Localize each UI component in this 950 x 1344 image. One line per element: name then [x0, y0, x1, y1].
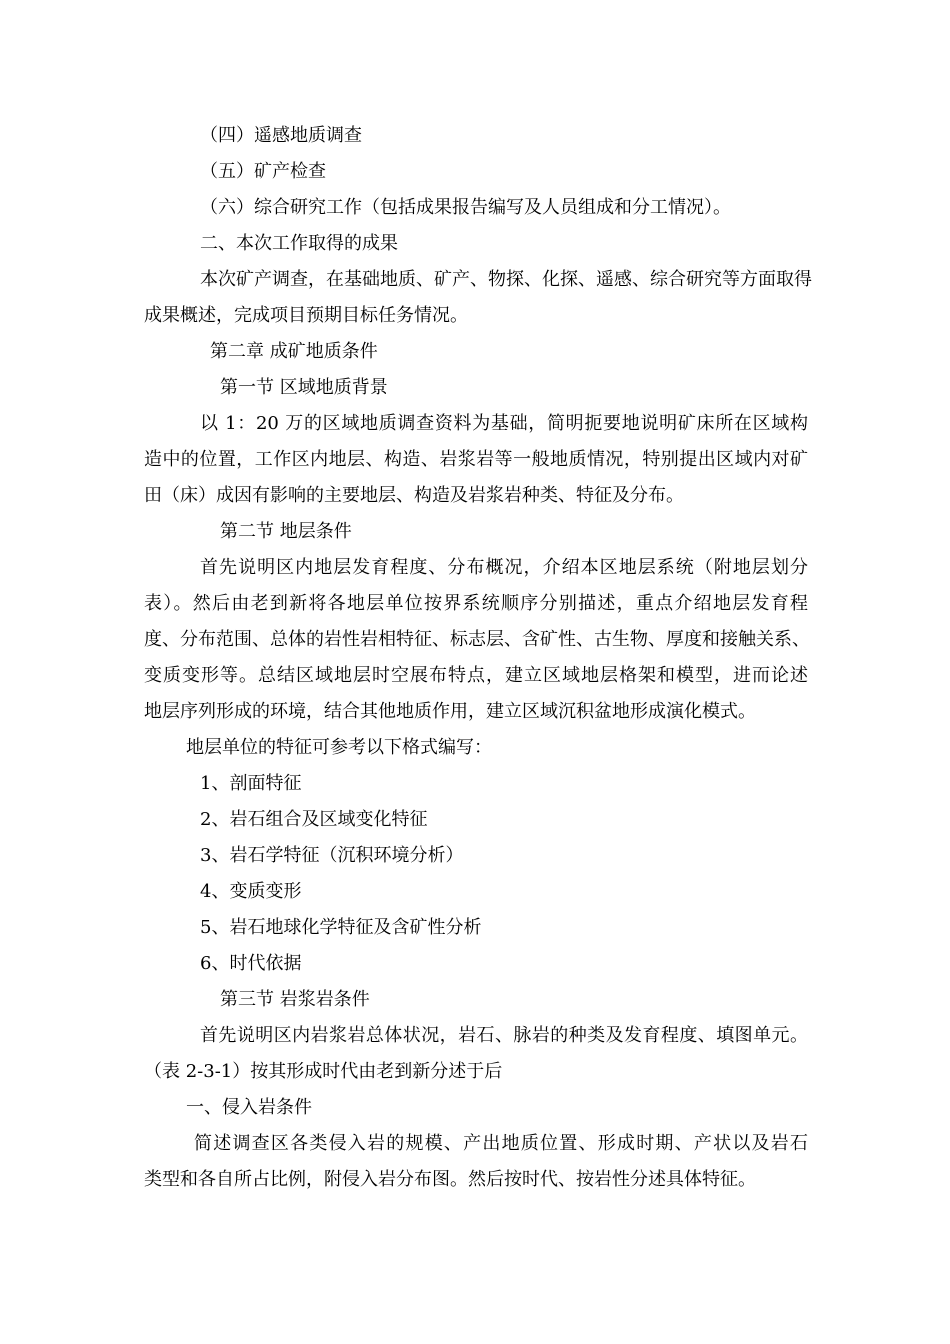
text-line: 类型和各自所占比例，附侵入岩分布图。然后按时代、按岩性分述具体特征。 [144, 1169, 756, 1190]
text-line: 造中的位置，工作区内地层、构造、岩浆岩等一般地质情况，特别提出区域内对矿 [144, 449, 808, 470]
text-line: 以 1：20 万的区域地质调查资料为基础，简明扼要地说明矿床所在区域构 [200, 413, 808, 434]
list-item: 5、岩石地球化学特征及含矿性分析 [200, 917, 482, 938]
text-line: （六）综合研究工作（包括成果报告编写及人员组成和分工情况）。 [200, 197, 731, 218]
text-line: （表 2-3-1）按其形成时代由老到新分述于后 [144, 1061, 503, 1082]
section-heading: 第三节 岩浆岩条件 [220, 989, 370, 1010]
text-line: 本次矿产调查，在基础地质、矿产、物探、化探、遥感、综合研究等方面取得 [200, 269, 812, 290]
text-line: 首先说明区内地层发育程度、分布概况，介绍本区地层系统（附地层划分 [200, 557, 808, 578]
text-line: 表）。然后由老到新将各地层单位按界系统顺序分别描述，重点介绍地层发育程 [144, 593, 808, 614]
text-line: （四）遥感地质调查 [200, 125, 362, 146]
list-item: 6、时代依据 [200, 953, 302, 974]
section-heading: 第二节 地层条件 [220, 521, 352, 542]
list-item: 3、岩石学特征（沉积环境分析） [200, 845, 464, 866]
chapter-heading: 第二章 成矿地质条件 [210, 341, 378, 362]
text-line: 成果概述，完成项目预期目标任务情况。 [144, 305, 468, 326]
text-line: 度、分布范围、总体的岩性岩相特征、标志层、含矿性、古生物、厚度和接触关系、 [144, 629, 810, 650]
section-heading: 二、本次工作取得的成果 [200, 233, 398, 254]
text-line: 田（床）成因有影响的主要地层、构造及岩浆岩种类、特征及分布。 [144, 485, 684, 506]
list-item: 1、剖面特征 [200, 773, 302, 794]
text-line: （五）矿产检查 [200, 161, 326, 182]
text-line: 首先说明区内岩浆岩总体状况，岩石、脉岩的种类及发育程度、填图单元。 [200, 1025, 808, 1046]
list-item: 4、变质变形 [200, 881, 302, 902]
text-line: 变质变形等。总结区域地层时空展布特点，建立区域地层格架和模型，进而论述 [144, 665, 808, 686]
subsection-heading: 一、侵入岩条件 [186, 1097, 312, 1118]
text-line: 地层单位的特征可参考以下格式编写： [186, 737, 492, 758]
text-line: 简述调查区各类侵入岩的规模、产出地质位置、形成时期、产状以及岩石 [194, 1133, 808, 1154]
list-item: 2、岩石组合及区域变化特征 [200, 809, 428, 830]
section-heading: 第一节 区域地质背景 [220, 377, 388, 398]
text-line: 地层序列形成的环境，结合其他地质作用，建立区域沉积盆地形成演化模式。 [144, 701, 756, 722]
